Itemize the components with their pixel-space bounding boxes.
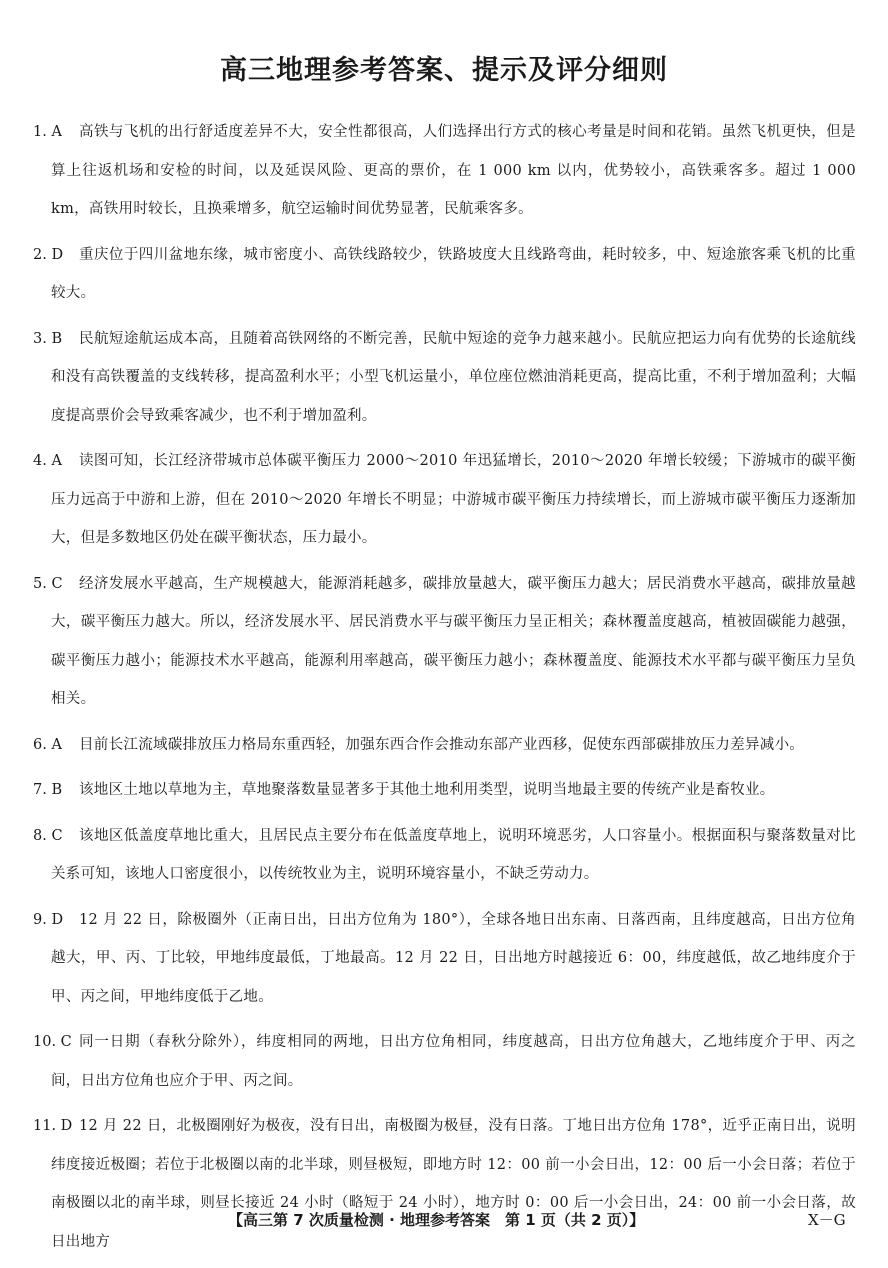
answer-number: 6. A <box>33 736 62 753</box>
answer-text: 该地区低盖度草地比重大，且居民点主要分布在低盖度草地上，说明环境恶劣，人口容量小。根据面积与聚落数量对比关系可知，该地人口密度很小，以传统牧业为主，说明环境容量小，不缺乏劳动力。 <box>51 827 856 882</box>
footer-page-info: 【高三第 7 次质量检测 · 地理参考答案 第 1 页（共 2 页）】 <box>228 1211 645 1229</box>
answer-item <box>0 565 888 719</box>
answer-number: 8. C <box>33 827 63 844</box>
answer-item <box>0 726 888 765</box>
answer-text: 高铁与飞机的出行舒适度差异不大，安全性都很高，人们选择出行方式的核心考量是时间和花销。虽然飞机更快，但是算上往返机场和安检的时间，以及延误风险、更高的票价，在 1 000 km 以内，优势较小，高铁乘客多。超过 1 000 km，高铁用时较长，且换乘增多，航空运输时间优势显著，民航乘客多。 <box>51 124 856 217</box>
answer-item <box>0 901 888 1017</box>
answer-number: 10. C <box>33 1034 72 1050</box>
answer-item <box>0 771 888 810</box>
answer-number: 4. A <box>33 453 62 469</box>
answer-number: 3. B <box>33 330 63 347</box>
answer-text: 读图可知，长江经济带城市总体碳平衡压力 2000～2010 年迅猛增长，2010～2020 年增长较缓；下游城市的碳平衡压力远高于中游和上游，但在 2010～2020 年增长不明显；中游城市碳平衡压力持续增长，而上游城市碳平衡压力逐渐加大，但是多数地区仍处在碳平衡状态，压力最小。 <box>51 453 856 546</box>
answer-number: 1. A <box>33 124 62 140</box>
answer-text: 同一日期（春秋分除外），纬度相同的两地，日出方位角相同，纬度越高，日出方位角越大，乙地纬度介于甲、丙之间，日出方位角也应介于甲、丙之间。 <box>51 1034 856 1089</box>
answer-text: 重庆位于四川盆地东缘，城市密度小、高铁线路较少，铁路坡度大且线路弯曲，耗时较多，中、短途旅客乘飞机的比重较大。 <box>51 246 856 301</box>
answer-number: 2. D <box>33 246 64 263</box>
answer-text: 目前长江流域碳排放压力格局东重西轻，加强东西合作会推动东部产业西移，促使东西部碳排放压力差异减小。 <box>79 736 805 753</box>
answer-item <box>0 320 888 436</box>
answer-item <box>0 113 888 229</box>
answer-text: 12 月 22 日，北极圈刚好为极夜，没有日出，南极圈为极昼，没有日落。丁地日出方位角 178°，近乎正南日出，说明纬度接近极圈；若位于北极圈以南的北半球，则昼极短，即地方时 12：00 前一小会日出，12：00 后一小会日落；若位于南极圈以北的南半球，则昼长接近 24 小时（略短于 24 小时），地方时 0：00 后一小会日出，24：00 前一小会日落，故日出地方 <box>51 1118 856 1250</box>
answer-number: 9. D <box>33 911 64 928</box>
page-title: 高三地理参考答案、提示及评分细则 <box>220 55 668 86</box>
answer-number: 5. C <box>33 575 63 592</box>
answer-text: 民航短途航运成本高，且随着高铁网络的不断完善，民航中短途的竞争力越来越小。民航应把运力向有优势的长途航线和没有高铁覆盖的支线转移，提高盈利水平；小型飞机运量小，单位座位燃油消耗更高，提高比重，不利于增加盈利；大幅度提高票价会导致乘客减少，也不利于增加盈利。 <box>51 330 856 424</box>
page-footer <box>0 1209 888 1237</box>
answer-item <box>0 1107 888 1261</box>
answer-text: 经济发展水平越高，生产规模越大，能源消耗越多，碳排放量越大，碳平衡压力越大；居民消费水平越高，碳排放量越大，碳平衡压力越大。所以，经济发展水平、居民消费水平与碳平衡压力呈正相关；森林覆盖度越高，植被固碳能力越强，碳平衡压力越小；能源技术水平越高，能源利用率越高，碳平衡压力越小；森林覆盖度、能源技术水平都与碳平衡压力呈负相关。 <box>51 575 856 707</box>
footer-code: X－G <box>808 1211 846 1229</box>
answer-item <box>0 236 888 313</box>
answer-list <box>0 113 888 1268</box>
answer-text: 12 月 22 日，除极圈外（正南日出，日出方位角为 180°），全球各地日出东南、日落西南，且纬度越高，日出方位角越大，甲、丙、丁比较，甲地纬度最低，丁地最高。12 月 22 日，日出地方时越接近 6：00，纬度越低，故乙地纬度介于甲、丙之间，甲地纬度低于乙地。 <box>51 911 856 1005</box>
answer-item <box>0 817 888 894</box>
answer-number: 7. B <box>33 782 63 798</box>
answer-item <box>0 1023 888 1100</box>
answer-number: 11. D <box>33 1118 73 1134</box>
answer-item <box>0 442 888 558</box>
answer-text: 该地区土地以草地为主，草地聚落数量显著多于其他土地利用类型，说明当地最主要的传统产业是畜牧业。 <box>79 782 775 798</box>
